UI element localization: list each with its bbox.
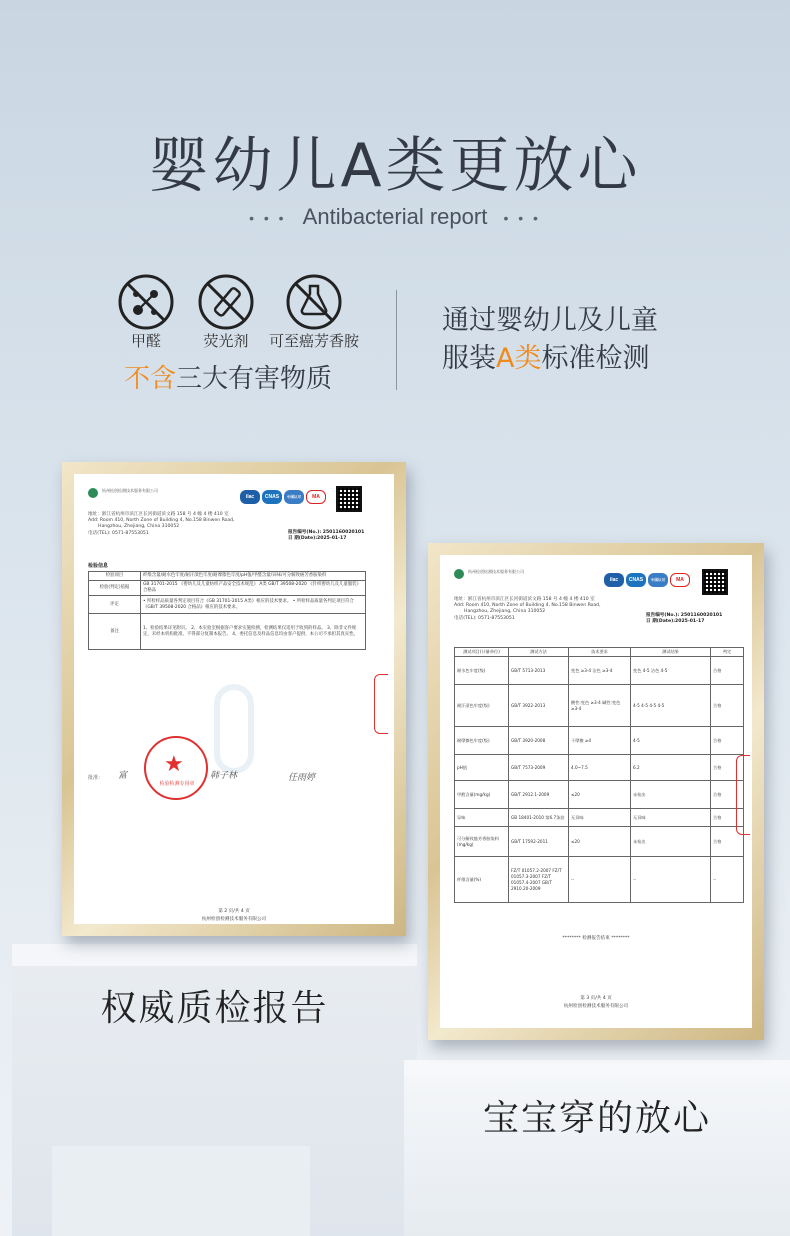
signature-2: 韩子林 <box>210 771 238 781</box>
qr-code-icon <box>702 569 728 595</box>
claim-text: 三大有害物质 <box>176 364 333 394</box>
cnas-icon: CNAS <box>262 490 282 504</box>
signature-1: 富 <box>118 771 128 781</box>
standard-claim-line1: 通过婴幼儿及儿童 <box>442 305 658 336</box>
tagline-baby-safe: 宝宝穿的放心 <box>482 1098 711 1139</box>
report-page-left <box>74 474 394 924</box>
address-block: 地址：浙江省杭州市滨江区长河街道滨文路 158 号 4 幢 4 楼 410 室 Add: Room 410, North Zone of Building 4, No.158 Binwen Road, Hangzhou, Zhejiang, China 310052 电话(TEL): 0571-87553051 <box>88 512 235 536</box>
table-row: 评定 • 所检样品质量各判定项目符合《GB 31701-2015 A类》相应的技术要求。 • 所检样品质量各判定项目符合《GB/T 39508-2020 合格品》相应的技术要求。 <box>89 596 366 614</box>
table-row: 耐摩擦色牢度(级) GB/T 3920-2008 干摩擦 ≥4 4-5 合格 <box>455 727 744 755</box>
standard-claim <box>442 302 658 378</box>
org-name: 杭州检创检测技术服务有限公司 <box>468 569 524 574</box>
right-dots: • • • <box>503 210 541 227</box>
table-row: 检验(判定)依据 GB 31701-2015 《婴幼儿及儿童纺织产品安全技术规范》 A类 GB/T 39508-2020 《针织婴幼儿及儿童服装》 合格品 <box>89 581 366 596</box>
cma-icon: MA <box>670 573 690 587</box>
table-row: 异味 GB 18401-2010 第6.7条款 无异味 无异味 合格 <box>455 809 744 827</box>
pedestal-small <box>52 1146 310 1236</box>
cnas-lab-icon: 中国认可 <box>284 490 304 504</box>
harmful-free-claim <box>124 358 332 395</box>
table-row: 耐水色牢度(级) GB/T 5713-2013 变色 ≥3-4 沾色 ≥3-4 变色 4-5 沾色 4-5 合格 <box>455 657 744 685</box>
table-row: 可分解致癌芳香胺染料(mg/kg) GB/T 17592-2011 ≤20 未检出 合格 <box>455 827 744 857</box>
inspection-info-table <box>88 571 366 650</box>
table-row: 检验项目 纤维含量/耐水色牢度/耐汗渍色牢度/耐摩擦色牢度/pH值/甲醛含量/异味/可分解致癌芳香胺染料 <box>89 572 366 581</box>
cnas-icon: CNAS <box>626 573 646 587</box>
icon-label-formaldehyde: 甲醛 <box>130 332 161 350</box>
standard-claim-line2: 服装A类标准检测 <box>442 343 650 374</box>
report-frame-right <box>428 543 764 1040</box>
end-note: ******** 检测报告结束 ******** <box>562 936 630 941</box>
seam-stamp <box>736 755 750 835</box>
approve-label: 批准： <box>88 775 104 781</box>
report-frame-left <box>62 462 406 936</box>
page-title: 婴幼儿A类更放心 <box>148 131 642 201</box>
ilac-mra-icon: ilac <box>240 490 260 504</box>
table-row: 纤维含量(%) FZ/T 01057.2-2007 FZ/T 01057.3-2007 FZ/T 01057.4-2007 GB/T 2910.20-2009 -- -- -- <box>455 857 744 903</box>
seam-stamp <box>374 674 388 734</box>
left-dots: • • • <box>249 210 287 227</box>
org-logo-icon <box>88 488 98 498</box>
claim-highlight: 不含 <box>124 364 177 394</box>
signature-3: 任雨婷 <box>288 773 316 783</box>
no-fluorescent-icon <box>196 272 256 332</box>
table-row: pH值 GB/T 7573-2009 4.0~7.5 6.2 合格 <box>455 755 744 781</box>
ilac-mra-icon: ilac <box>604 573 624 587</box>
page-footer: 第 3 页/共 4 页 杭州检创检测技术服务有限公司 <box>563 996 629 1009</box>
watermark-logo <box>214 684 254 774</box>
cma-icon: MA <box>306 490 326 504</box>
org-logo-icon <box>454 569 464 579</box>
report-page-right <box>440 555 752 1028</box>
table-row: 耐汗渍色牢度(级) GB/T 3922-2013 酸性:变色 ≥3-4 碱性:变色 ≥3-4 4-5 4-5 4-5 4-5 合格 <box>455 685 744 727</box>
test-results-table <box>454 647 744 903</box>
icon-label-fluorescent: 荧光剂 <box>203 332 249 350</box>
no-aromatic-amine-icon <box>284 272 344 332</box>
report-meta: 报告编号(No.): 2501160020101 日 期(Date):2025-01-17 <box>288 530 365 542</box>
formaldehyde-molecule-icon <box>116 272 176 332</box>
cnas-lab-icon: 中国认可 <box>648 573 668 587</box>
report-meta: 报告编号(No.): 2501160020101 日 期(Date):2025-01-17 <box>646 613 723 625</box>
section-title: 检验信息 <box>88 563 109 569</box>
subtitle-text: Antibacterial report <box>302 204 488 229</box>
qr-code-icon <box>336 486 362 512</box>
table-row: 甲醛含量(mg/kg) GB/T 2912.1-2009 ≤20 未检出 合格 <box>455 781 744 809</box>
icon-label-aromatic-amine: 可至癌芳香胺 <box>268 332 359 350</box>
inspection-seal: ★ 检验检测专用章 <box>144 736 208 800</box>
org-name: 杭州检创检测技术服务有限公司 <box>102 488 158 493</box>
tagline-authoritative-report: 权威质检报告 <box>100 988 329 1029</box>
page-footer: 第 2 页/共 4 页 杭州检创检测技术服务有限公司 <box>201 909 267 922</box>
address-block: 地址：浙江省杭州市滨江区长河街道滨文路 158 号 4 幢 4 楼 410 室 Add: Room 410, North Zone of Building 4, No.158 Binwen Road, Hangzhou, Zhejiang, China 310052 电话(TEL): 0571-87553051 <box>454 597 601 621</box>
table-row: 备注 1、检验结果详见附页。 2、本实验室根据客户要求实施检测，检测结果仅适用于收到的样品。 3、除非文件规定，未经本机构批准，不得部分复制本报告。 4、委托信息及样品信息均由客户提供，本公司不承担其真实性。 <box>89 614 366 650</box>
divider <box>396 290 397 390</box>
table-header-row: 测试项目(计量单位) 测试方法 技术要求 测试结果 判定 <box>455 648 744 657</box>
subtitle <box>0 204 790 230</box>
